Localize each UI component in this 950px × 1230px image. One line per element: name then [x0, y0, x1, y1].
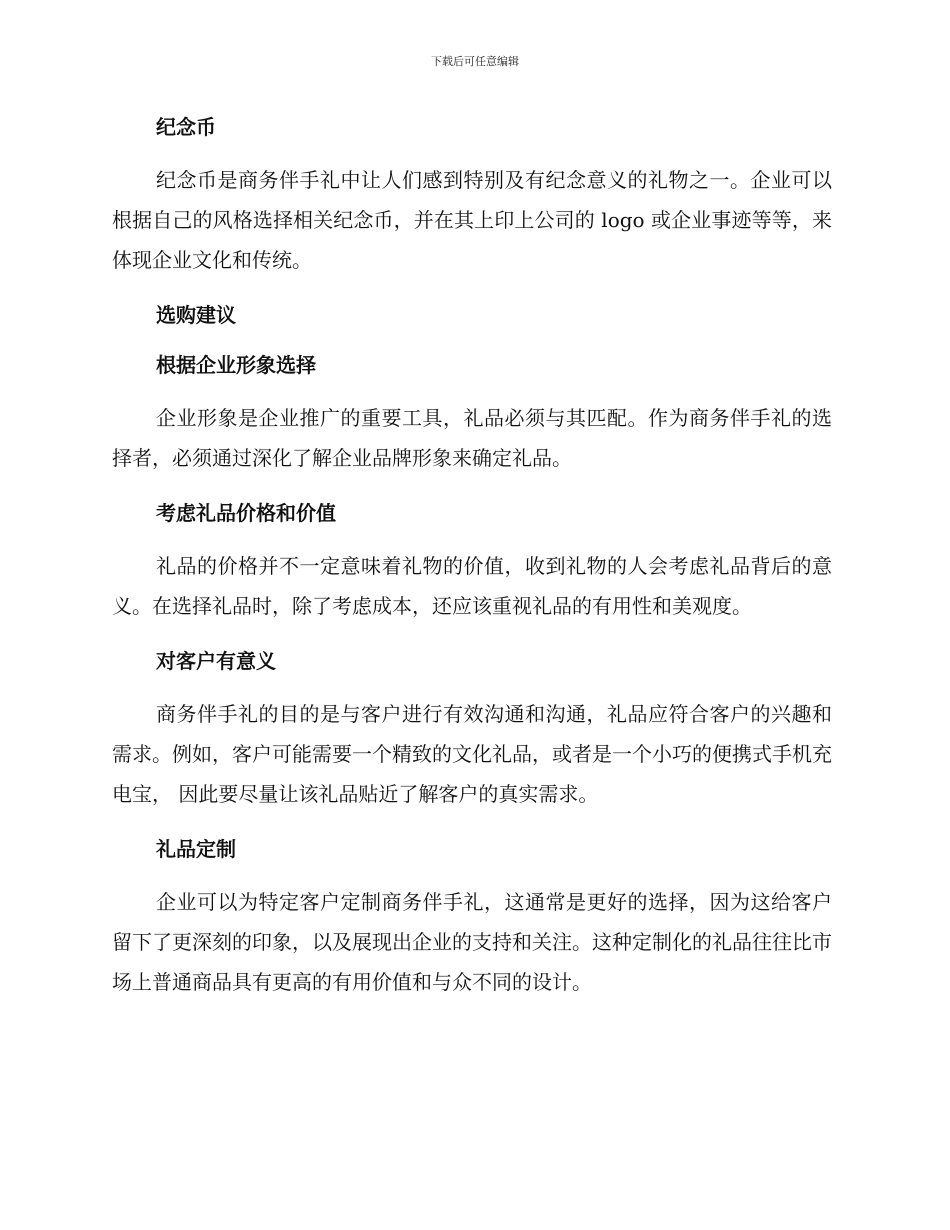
document-body — [112, 110, 832, 1002]
paragraph-gift-customization: 企业可以为特定客户定制商务伴手礼，这通常是更好的选择，因为这给客户留下了更深刻的印象，以及展现出企业的支持和关注。这种定制化的礼品往往比市场上普通商品具有更高的有用价值和与众不同的设计。 — [112, 890, 832, 994]
section-title-gift-customization: 礼品定制 — [156, 837, 236, 861]
paragraph-meaningful-to-client: 商务伴手礼的目的是与客户进行有效沟通和沟通，礼品应符合客户的兴趣和需求。例如，客户可能需要一个精致的文化礼品，或者是一个小巧的便携式手机充电宝， 因此要尽量让该礼品贴近了解客户的真实需求。 — [112, 702, 832, 806]
paragraph-commemorative-coin: 纪念币是商务伴手礼中让人们感到特别及有纪念意义的礼物之一。企业可以根据自己的风格选择相关纪念币，并在其上印上公司的 logo 或企业事迹等等，来体现企业文化和传统。 — [112, 168, 832, 272]
page-header: 下载后可任意编辑 — [431, 55, 519, 68]
paragraph-price-value: 礼品的价格并不一定意味着礼物的价值，收到礼物的人会考虑礼品背后的意义。在选择礼品时，除了考虑成本，还应该重视礼品的有用性和美观度。 — [112, 554, 832, 618]
section-title-price-value: 考虑礼品价格和价值 — [156, 501, 336, 525]
section-title-corporate-image: 根据企业形象选择 — [156, 353, 316, 377]
section-title-purchase-advice: 选购建议 — [156, 303, 236, 327]
paragraph-corporate-image: 企业形象是企业推广的重要工具，礼品必须与其匹配。作为商务伴手礼的选择者，必须通过深化了解企业品牌形象来确定礼品。 — [112, 406, 832, 470]
section-title-meaningful-to-client: 对客户有意义 — [156, 649, 276, 673]
section-title-commemorative-coin: 纪念币 — [156, 115, 216, 139]
